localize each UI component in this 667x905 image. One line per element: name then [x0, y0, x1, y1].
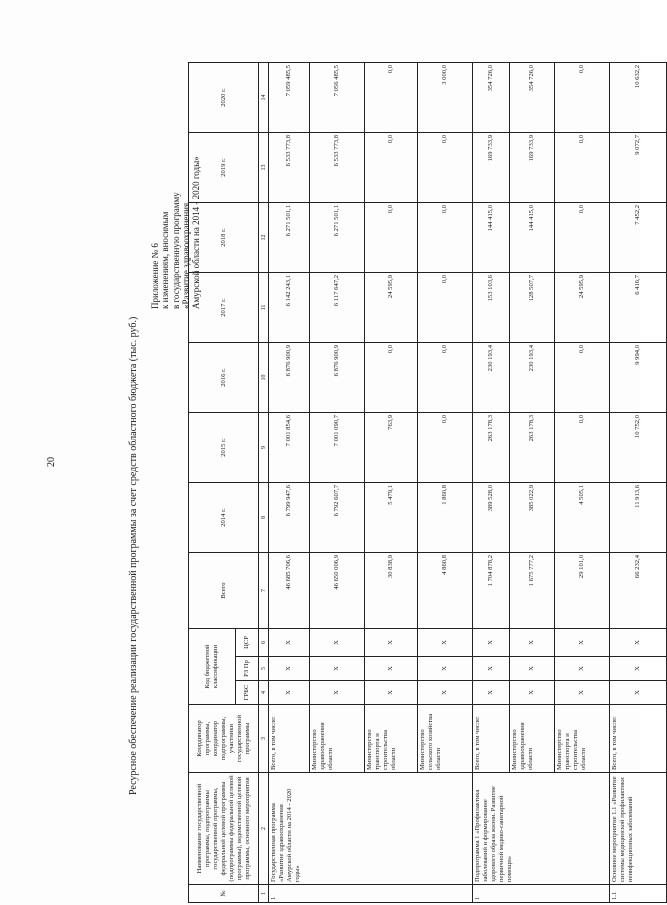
cell-2018: 0,0	[365, 203, 418, 273]
header-coordinator: Координатор программы, координатор подпрограммы, участники государственной программы	[189, 705, 259, 773]
cell-2017: 6 117 647,2	[310, 273, 365, 343]
cell-2020: 354 726,0	[510, 63, 555, 133]
table-row	[473, 63, 510, 903]
cell-2015: 7 001 090,7	[310, 413, 365, 483]
cell-2018: 0,0	[555, 203, 610, 273]
cell-coordinator: Всего, в том числе:	[473, 705, 510, 773]
cell-coordinator: Министерство транспорта и строительства области	[365, 705, 418, 773]
column-index: 14	[259, 63, 269, 133]
cell-2017: 128 507,7	[510, 273, 555, 343]
column-index: 4	[259, 681, 269, 705]
cell-rzpr: Х	[610, 657, 667, 681]
cell-grbs: Х	[610, 681, 667, 705]
cell-grbs: Х	[310, 681, 365, 705]
table-row	[269, 63, 310, 903]
cell-2015: 10 752,0	[610, 413, 667, 483]
cell-2017: 6 142 243,1	[269, 273, 310, 343]
cell-2018: 144 415,0	[473, 203, 510, 273]
cell-csr: Х	[473, 629, 510, 657]
cell-2015: 263 178,3	[510, 413, 555, 483]
cell-2020: 7 056 485,5	[310, 63, 365, 133]
header-2014: 2014 г.	[189, 483, 259, 553]
header-2015: 2015 г.	[189, 413, 259, 483]
column-index: 9	[259, 413, 269, 483]
cell-2016: 6 876 900,9	[310, 343, 365, 413]
cell-csr: Х	[555, 629, 610, 657]
cell-rzpr: Х	[418, 657, 473, 681]
cell-csr: Х	[365, 629, 418, 657]
cell-csr: Х	[310, 629, 365, 657]
cell-grbs: Х	[510, 681, 555, 705]
cell-2020: 7 059 485,5	[269, 63, 310, 133]
cell-csr: Х	[510, 629, 555, 657]
cell-2016: 9 994,0	[610, 343, 667, 413]
cell-2016: 230 193,4	[510, 343, 555, 413]
cell-2019: 169 733,9	[510, 133, 555, 203]
cell-coordinator: Министерство сельского хозяйства области	[418, 705, 473, 773]
cell-rzpr: Х	[269, 657, 310, 681]
cell-total: 1 675 777,2	[510, 553, 555, 629]
cell-2020: 3 000,0	[418, 63, 473, 133]
header-2016: 2016 г.	[189, 343, 259, 413]
cell-no: 1.1	[610, 885, 667, 903]
cell-2017: 6 416,7	[610, 273, 667, 343]
header-budget-code: Код бюджетной классификации	[189, 629, 236, 705]
cell-total: 46 685 706,6	[269, 553, 310, 629]
cell-2015: 763,9	[365, 413, 418, 483]
column-index: 3	[259, 705, 269, 773]
cell-2018: 0,0	[418, 203, 473, 273]
cell-2020: 0,0	[555, 63, 610, 133]
column-index: 6	[259, 629, 269, 657]
document-title: Ресурсное обеспечение реализации государственной программы за счет средств областного бюджета (тыс. руб.)	[128, 316, 139, 795]
cell-2019: 9 072,7	[610, 133, 667, 203]
cell-2014: 11 913,6	[610, 483, 667, 553]
cell-2020: 10 632,2	[610, 63, 667, 133]
cell-coordinator: Министерство здравоохранения области	[310, 705, 365, 773]
cell-rzpr: Х	[473, 657, 510, 681]
cell-name: Подпрограмма 1 «Профилактика заболеваний и формирование здорового образа жизни. Развитие первичной медико-санитарной помощи»	[473, 773, 610, 885]
cell-2016: 0,0	[418, 343, 473, 413]
column-index: 12	[259, 203, 269, 273]
cell-2018: 6 271 501,1	[269, 203, 310, 273]
cell-2020: 0,0	[365, 63, 418, 133]
header-no: №	[189, 885, 259, 903]
cell-csr: Х	[610, 629, 667, 657]
column-index: 5	[259, 657, 269, 681]
cell-2014: 4 505,1	[555, 483, 610, 553]
cell-2019: 0,0	[365, 133, 418, 203]
cell-2016: 6 876 900,9	[269, 343, 310, 413]
cell-2014: 5 479,1	[365, 483, 418, 553]
column-index: 11	[259, 273, 269, 343]
cell-rzpr: Х	[555, 657, 610, 681]
cell-2018: 144 415,0	[510, 203, 555, 273]
cell-2014: 6 799 947,6	[269, 483, 310, 553]
header-2017: 2017 г.	[189, 273, 259, 343]
cell-2019: 6 533 773,8	[269, 133, 310, 203]
cell-rzpr: Х	[310, 657, 365, 681]
header-csr: ЦСР	[236, 629, 259, 657]
header-total: Всего	[189, 553, 259, 629]
column-index: 7	[259, 553, 269, 629]
header-name: Наименование государственной программы, подпрограммы государственной программы, федеральной целевой программы (подпрограммы федеральной целевой программы), ведомственной целевой программы, основного мероприятия	[189, 773, 259, 885]
cell-no: 1	[473, 885, 610, 903]
cell-rzpr: Х	[510, 657, 555, 681]
column-index: 13	[259, 133, 269, 203]
header-grbs: ГРБС	[236, 681, 259, 705]
cell-2019: 0,0	[555, 133, 610, 203]
column-index: 2	[259, 773, 269, 885]
cell-csr: Х	[418, 629, 473, 657]
cell-2015: 0,0	[418, 413, 473, 483]
cell-total: 1 704 878,2	[473, 553, 510, 629]
column-index: 8	[259, 483, 269, 553]
cell-coordinator: Министерство транспорта и строительства области	[555, 705, 610, 773]
page-number: 20	[46, 457, 57, 467]
cell-total: 46 650 006,9	[310, 553, 365, 629]
table-row	[610, 63, 667, 903]
resource-table	[188, 62, 667, 903]
cell-2018: 6 271 501,1	[310, 203, 365, 273]
cell-2015: 7 001 854,6	[269, 413, 310, 483]
cell-total: 66 232,4	[610, 553, 667, 629]
cell-coordinator: Всего, в том числе:	[269, 705, 310, 773]
cell-2014: 389 528,0	[473, 483, 510, 553]
cell-2017: 24 595,9	[365, 273, 418, 343]
cell-grbs: Х	[365, 681, 418, 705]
cell-grbs: Х	[473, 681, 510, 705]
column-index: 1	[259, 885, 269, 903]
cell-total: 29 101,0	[555, 553, 610, 629]
cell-total: 4 860,8	[418, 553, 473, 629]
cell-2019: 169 733,9	[473, 133, 510, 203]
cell-2019: 6 533 773,8	[310, 133, 365, 203]
cell-total: 30 838,9	[365, 553, 418, 629]
cell-2018: 7 452,2	[610, 203, 667, 273]
cell-grbs: Х	[555, 681, 610, 705]
cell-grbs: Х	[418, 681, 473, 705]
cell-rzpr: Х	[365, 657, 418, 681]
appendix-line: к изменениям, вносимым	[160, 211, 171, 309]
cell-2014: 6 792 607,7	[310, 483, 365, 553]
header-2019: 2019 г.	[189, 133, 259, 203]
cell-coordinator: Всего, в том числе:	[610, 705, 667, 773]
cell-2016: 0,0	[555, 343, 610, 413]
cell-2015: 0,0	[555, 413, 610, 483]
cell-coordinator: Министерство здравоохранения области	[510, 705, 555, 773]
cell-2020: 354 726,0	[473, 63, 510, 133]
appendix-line: «Развитие здравоохранения	[180, 202, 191, 309]
cell-2014: 385 022,9	[510, 483, 555, 553]
cell-no: 1	[269, 885, 473, 903]
cell-name: Государственная программа «Развитие здравоохранения Амурской области на 2014 - 2020 годы»	[269, 773, 473, 885]
cell-2017: 0,0	[418, 273, 473, 343]
cell-2016: 230 193,4	[473, 343, 510, 413]
cell-2015: 263 178,3	[473, 413, 510, 483]
appendix-line: Амурской области на 2014 - 2020 годы»	[191, 156, 202, 309]
cell-2017: 24 595,9	[555, 273, 610, 343]
header-2018: 2018 г.	[189, 203, 259, 273]
column-index: 10	[259, 343, 269, 413]
cell-grbs: Х	[269, 681, 310, 705]
cell-name: Основное мероприятие 1.1 «Развитие системы медицинской профилактики неинфекционных заболеваний	[610, 773, 667, 885]
cell-2017: 153 103,6	[473, 273, 510, 343]
header-2020: 2020 г.	[189, 63, 259, 133]
appendix-line: в государственную программу	[170, 192, 181, 309]
cell-2019: 0,0	[418, 133, 473, 203]
header-rzpr: РЗ Пр	[236, 657, 259, 681]
cell-2016: 0,0	[365, 343, 418, 413]
cell-csr: Х	[269, 629, 310, 657]
cell-2014: 1 860,8	[418, 483, 473, 553]
appendix-line: Приложение № 6	[150, 243, 160, 309]
